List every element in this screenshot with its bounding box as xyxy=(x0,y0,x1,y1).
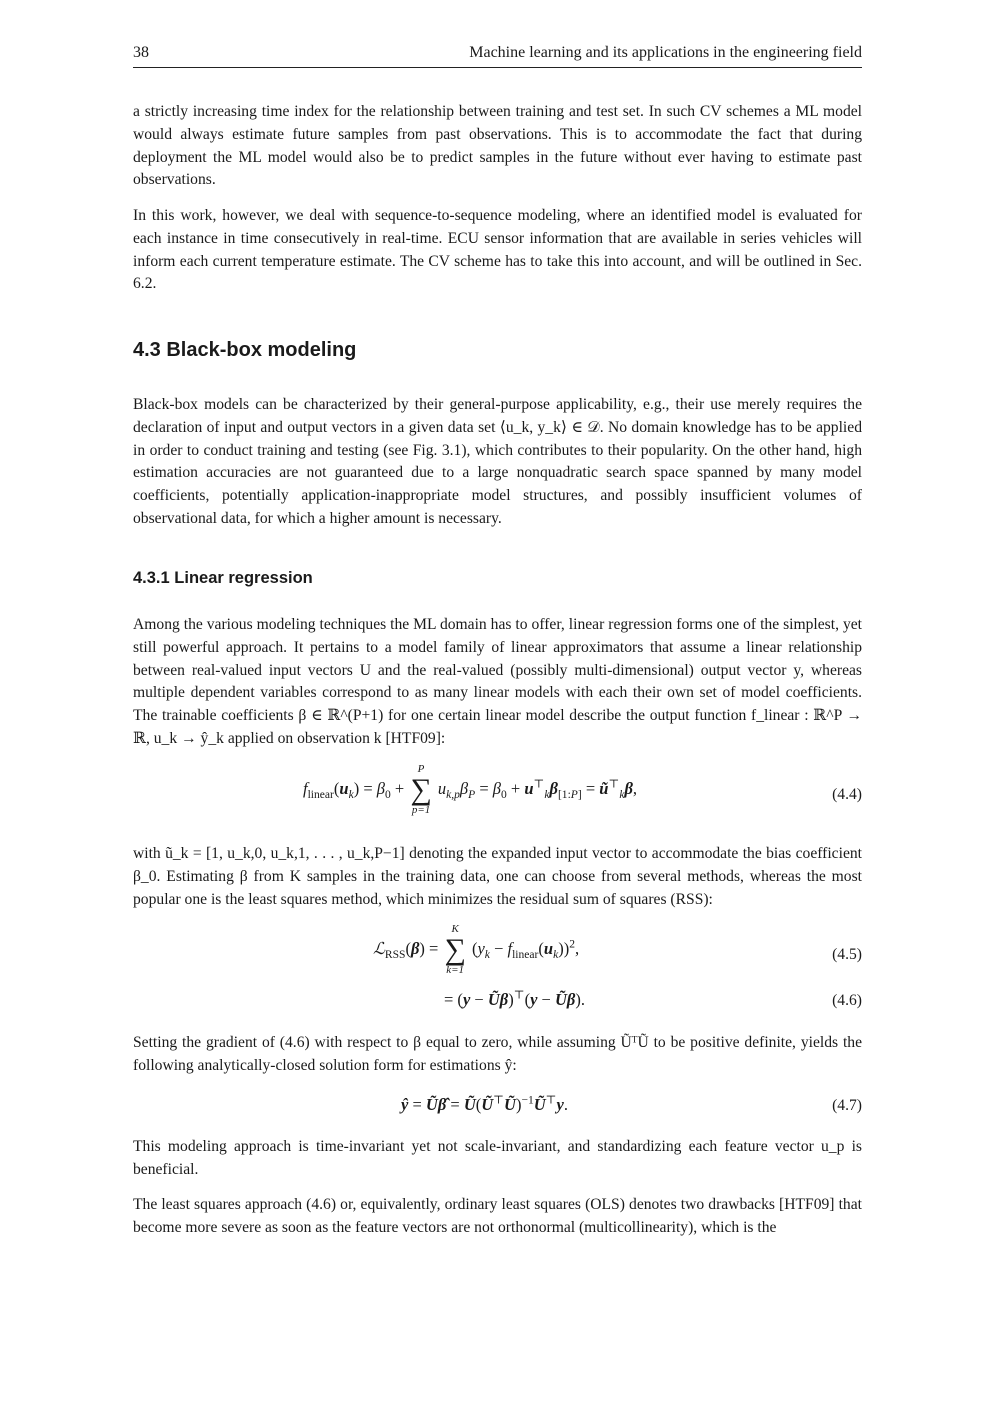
equation-4-4 xyxy=(133,764,862,826)
section-heading: 4.3 Black-box modeling xyxy=(133,339,357,361)
page-number: 38 xyxy=(133,44,149,61)
paragraph-expanded-input: with ũ_k = [1, u_k,0, u_k,1, . . . , u_k,P−1] denoting the expanded input vector to accommodate the bias coefficient β_0. Estimating β from K samples in the training data, one can choose from several methods, whereas the most popular one is the least squares method, which minimizes the residual sum of squares (RSS): xyxy=(133,845,862,908)
equation-4-7 xyxy=(133,1095,862,1119)
equation-4-6-number: (4.6) xyxy=(832,992,862,1009)
running-title: Machine learning and its applications in the engineering field xyxy=(469,44,862,61)
equation-4-5-body: ℒ$_{RSS}$(β) = K ∑ k=1 $(y_k - f_{linear}(u_k))^2$, xyxy=(373,923,580,976)
subsection-heading: 4.3.1 Linear regression xyxy=(133,569,313,587)
equation-4-6-body: = (y − Ũβ)⊤(y − Ũβ). xyxy=(444,989,585,1009)
paragraph-ols-drawbacks: The least squares approach (4.6) or, equivalently, ordinary least squares (OLS) denotes two drawbacks [HTF09] that become more severe as soon as the feature vectors are not orthonormal (multicollinearity), which is the xyxy=(133,1196,862,1236)
paragraph-scale-invariance: This modeling approach is time-invariant yet not scale-invariant, and standardizing each feature vector u_p is beneficial. xyxy=(133,1138,862,1178)
equation-4-5 xyxy=(133,924,862,988)
running-header xyxy=(133,44,862,68)
equation-4-4-body: $f_{linear}(u_k) = \beta_0$ + P ∑ p=1 $u_{k,p}\beta_P = \beta_0 + u^⊤_k\beta_{[1:P]}$ = $ũ^⊤_k\beta$, xyxy=(303,763,638,816)
paragraph-sequence-modeling: In this work, however, we deal with sequence-to-sequence modeling, where an identified model is evaluated for each instance in time consecutively in real-time. ECU sensor information that are available in series vehicles will inform each current temperature estimate. The CV scheme has to take this into account, and will be outlined in Sec. 6.2. xyxy=(133,207,862,293)
paragraph-cv-schemes: a strictly increasing time index for the relationship between training and test set. In such CV schemes a ML model would always estimate future samples from past observations. This is to accommodate the fact that during deployment the ML model would also be to predict samples in the future without ever having to estimate past observations. xyxy=(133,103,862,189)
paragraph-black-box: Black-box models can be characterized by their general-purpose applicability, e.g., their use merely requires the declaration of input and output vectors in a given data set ⟨u_k, y_k⟩ ∈ 𝒟. No domain knowledge has to be applied in order to conduct training and testing (see Fig. 3.1), which contributes to their popularity. On the other hand, high estimation accuracies are not guaranteed due to a large nonquadratic search space spanned by many model coefficients, potentially application-inappropriate model structures, and possibly insufficient volumes of observational data, for which a higher amount is necessary. xyxy=(133,396,862,527)
paragraph-linear-regression: Among the various modeling techniques the ML domain has to offer, linear regression forms one of the simplest, yet still powerful approach. It pertains to a model family of linear approximators that assume a linear relationship between real-valued input vectors U and the real-valued (possibly multi-dimensional) output vector y, whereas multiple dependent variables correspond to as many linear models with each their own set of model coefficients. The trainable coefficients β ∈ ℝ^(P+1) for one certain linear model describe the output function f_linear : ℝ^P → ℝ, u_k → ŷ_k applied on observation k [HTF09]: xyxy=(133,616,862,747)
equation-4-7-number: (4.7) xyxy=(832,1097,862,1114)
equation-4-7-body: ŷ = Ũβ̂ = Ũ(Ũ⊤Ũ)$^{-1}$Ũ⊤y. xyxy=(401,1094,568,1114)
paragraph-gradient: Setting the gradient of (4.6) with respect to β equal to zero, while assuming ŨᵀŨ to be positive definite, yields the following analytically-closed solution form for estimations ŷ: xyxy=(133,1034,862,1074)
equation-4-4-number: (4.4) xyxy=(832,786,862,803)
equation-4-5-number: (4.5) xyxy=(832,946,862,963)
equation-4-6 xyxy=(133,990,862,1014)
